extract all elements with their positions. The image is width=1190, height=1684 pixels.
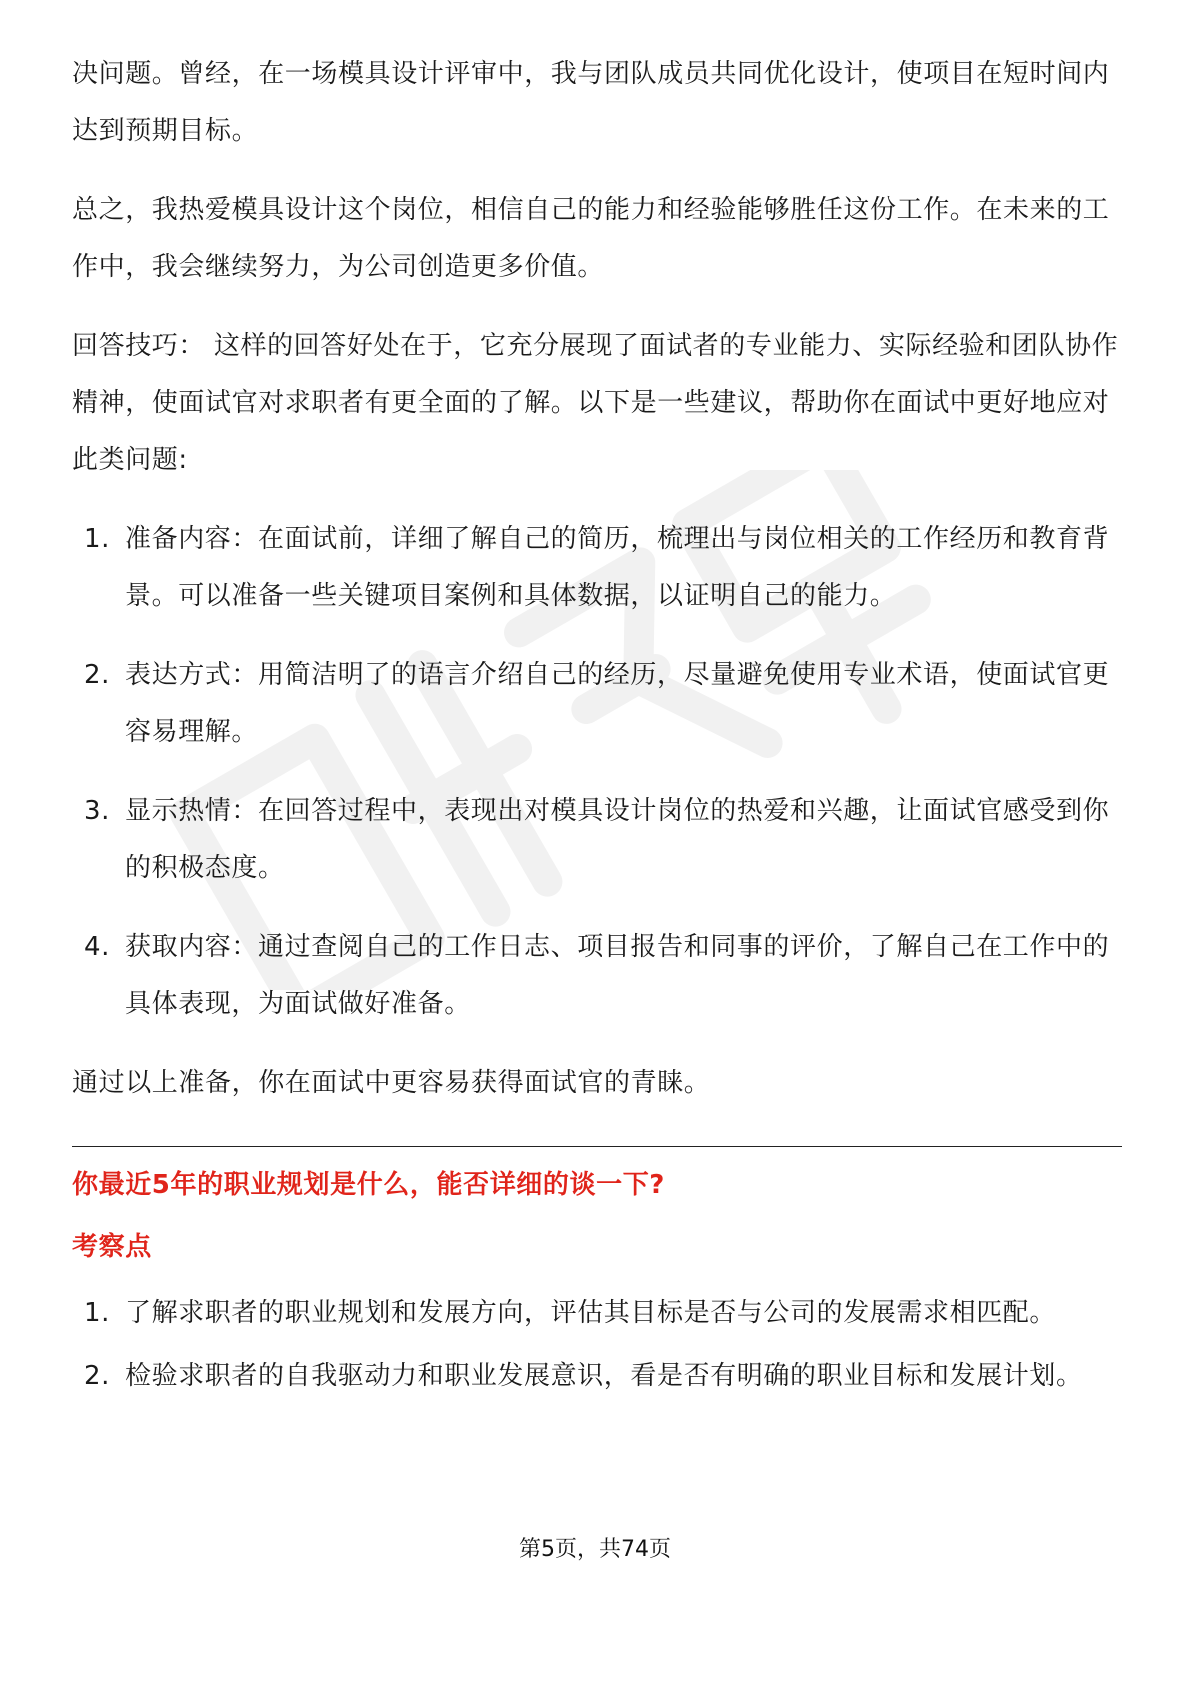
section-divider — [72, 1146, 1122, 1147]
list-item — [72, 783, 1122, 897]
list-item — [72, 647, 1122, 761]
list-number: 1. — [84, 1298, 111, 1328]
list-text: 显示热情：在回答过程中，表现出对模具设计岗位的热爱和兴趣，让面试官感受到你的积极态度。 — [125, 796, 1110, 883]
paragraph-intro-continuation: 决问题。曾经，在一场模具设计评审中，我与团队成员共同优化设计，使项目在短时间内达到预期目标。 — [72, 59, 1110, 146]
document-body — [72, 46, 1122, 1405]
list-number: 2. — [84, 660, 111, 690]
list-item — [72, 1285, 1122, 1342]
list-item — [72, 919, 1122, 1033]
list-text: 检验求职者的自我驱动力和职业发展意识，看是否有明确的职业目标和发展计划。 — [125, 1361, 1083, 1391]
list-item — [72, 511, 1122, 625]
paragraph-answer-tips: 回答技巧： 这样的回答好处在于，它充分展现了面试者的专业能力、实际经验和团队协作精神，使面试官对求职者有更全面的了解。以下是一些建议，帮助你在面试中更好地应对此类问题: — [72, 331, 1119, 475]
list-number: 1. — [84, 524, 111, 554]
paragraph-conclusion: 通过以上准备，你在面试中更容易获得面试官的青睐。 — [72, 1068, 711, 1098]
paragraph-summary: 总之，我热爱模具设计这个岗位，相信自己的能力和经验能够胜任这份工作。在未来的工作中，我会继续努力，为公司创造更多价值。 — [72, 195, 1110, 282]
question-title: 你最近5年的职业规划是什么，能否详细的谈一下? — [72, 1170, 665, 1200]
question-subtitle: 考察点 — [72, 1232, 152, 1262]
tips-list — [72, 511, 1122, 1033]
list-number: 3. — [84, 796, 111, 826]
list-text: 获取内容：通过查阅自己的工作日志、项目报告和同事的评价，了解自己在工作中的具体表现，为面试做好准备。 — [125, 932, 1110, 1019]
list-number: 4. — [84, 932, 111, 962]
assessment-points-list — [72, 1285, 1122, 1405]
list-text: 表达方式：用简洁明了的语言介绍自己的经历，尽量避免使用专业术语，使面试官更容易理解。 — [125, 660, 1110, 747]
list-text: 准备内容：在面试前，详细了解自己的简历，梳理出与岗位相关的工作经历和教育背景。可以准备一些关键项目案例和具体数据，以证明自己的能力。 — [125, 524, 1110, 611]
list-text: 了解求职者的职业规划和发展方向，评估其目标是否与公司的发展需求相匹配。 — [125, 1298, 1057, 1328]
list-number: 2. — [84, 1361, 111, 1391]
page-number: 第5页，共74页 — [519, 1537, 671, 1562]
list-item — [72, 1348, 1122, 1405]
